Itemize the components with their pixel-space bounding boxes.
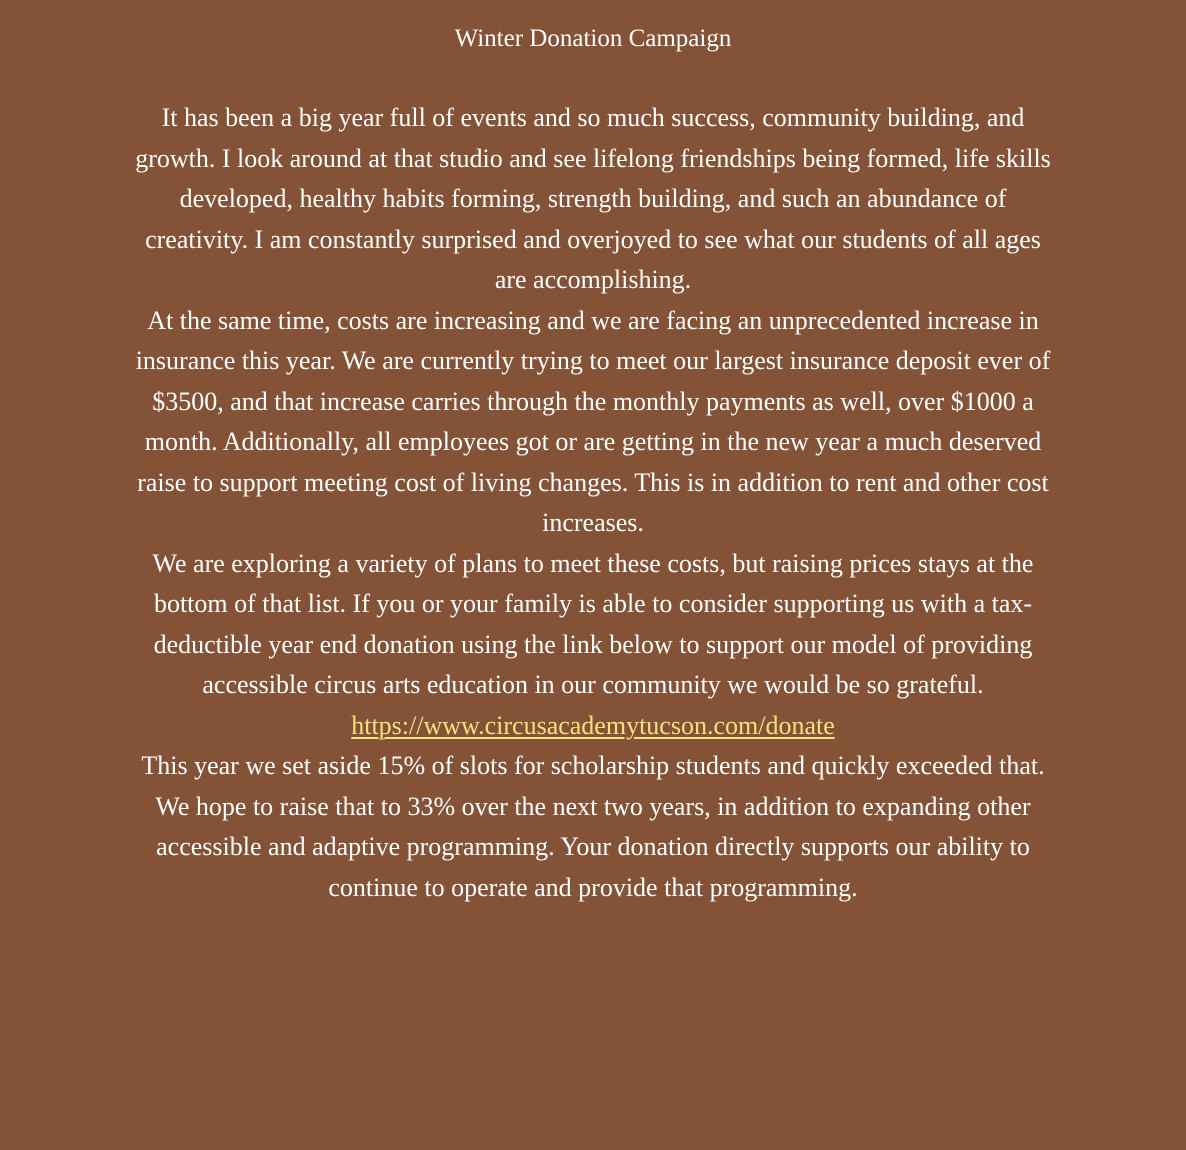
paragraph-donation-request: We are exploring a variety of plans to meet these costs, but raising prices stays at the bottom of that list. If you or your family is able to consider supporting us with a tax-deductible year end donation using the link below to support our model of providing accessible circus arts education in our community we would be so grateful.	[152, 548, 1034, 699]
donate-link[interactable]: https://www.circusacademytucson.com/donate	[351, 710, 835, 740]
paragraph-year-summary: It has been a big year full of events and so much success, community building, and growth. I look around at that studio and see lifelong friendships being formed, life skills developed, healthy habits forming, strength building, and such an abundance of creativity. I am constantly surprised and overjoyed to see what our students of all ages are accomplishing.	[135, 103, 1051, 294]
donate-link-line	[128, 706, 1058, 747]
paragraph-scholarships: This year we set aside 15% of slots for scholarship students and quickly exceeded that. We hope to raise that to 33% over the next two years, in addition to expanding other accessible and adaptive programming. Your donation directly supports our ability to continue to operate and provide that programming.	[141, 751, 1045, 902]
paragraph-cost-increases: At the same time, costs are increasing and we are facing an unprecedented increase in insurance this year. We are currently trying to meet our largest insurance deposit ever of $3500, and that increase carries through the monthly payments as well, over $1000 a month. Additionally, all employees got or are getting in the new year a much deserved raise to support meeting cost of living changes. This is in addition to rent and other cost increases.	[135, 305, 1051, 537]
campaign-title: Winter Donation Campaign	[454, 25, 732, 52]
campaign-body	[128, 98, 1058, 908]
